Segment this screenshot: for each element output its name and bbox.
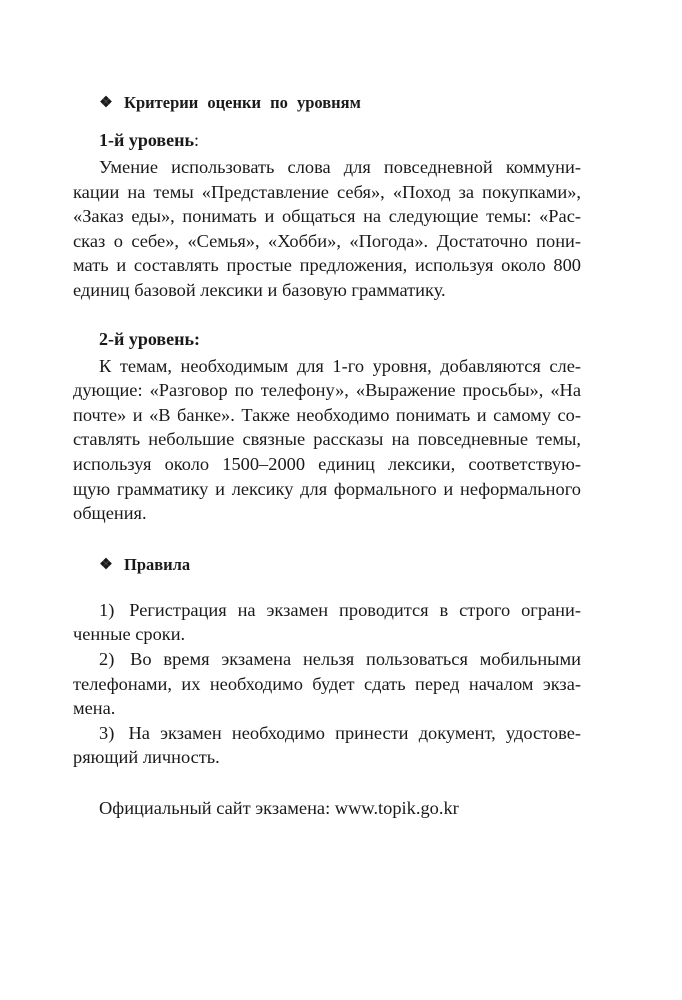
official-site-text: Официальный сайт экзамена: www.topik.go.kr xyxy=(99,797,459,818)
rule-item xyxy=(73,647,582,721)
section-heading-criteria xyxy=(99,92,581,114)
rule-line: ченные сроки. xyxy=(73,624,186,645)
text-line: общения. xyxy=(73,503,147,524)
level-1-title-colon: : xyxy=(194,130,200,150)
rule-text: Регистрация на экзамен проводится в строго ограни- xyxy=(129,599,581,620)
rule-text: Во время экзамена нельзя пользоваться мобильными xyxy=(130,648,582,669)
text-line: ставлять небольшие связные рассказы на повседневные темы, xyxy=(73,429,581,450)
rules-list xyxy=(73,598,582,770)
text-line: Умение использовать слова для повседневной коммуни- xyxy=(99,157,581,177)
text-line: К темам, необходимым для 1-го уровня, добавляются сле- xyxy=(99,355,581,376)
diamond-bullet-icon: ❖ xyxy=(99,95,113,111)
rule-number: 1) xyxy=(99,599,115,620)
rule-line xyxy=(99,647,581,672)
text-line: сказ о себе», «Семья», «Хобби», «Погода». Достаточно пони- xyxy=(73,230,581,251)
rule-line: мена. xyxy=(73,698,116,719)
text-line: щую грамматику и лексику для формального и неформального xyxy=(73,478,581,499)
rule-number: 2) xyxy=(99,648,115,669)
rule-number: 3) xyxy=(99,722,115,743)
text-line: почте» и «В банке». Также необходимо понимать и самому со- xyxy=(73,404,581,425)
rule-line xyxy=(99,721,581,746)
rule-item xyxy=(73,721,581,770)
rule-line: ряющий личность. xyxy=(73,747,220,768)
level-1-title-text: 1-й уровень xyxy=(99,130,195,150)
text-line: мать и составлять простые предложения, используя около 800 xyxy=(73,255,581,276)
level-1-title xyxy=(99,128,581,152)
page-content xyxy=(73,92,582,820)
section-heading-text: Правила xyxy=(124,554,191,574)
text-line: «Заказ еды», понимать и общаться на следующие темы: «Рас- xyxy=(73,206,581,227)
diamond-bullet-icon: ❖ xyxy=(99,556,113,573)
text-line: дующие: «Разговор по телефону», «Выражение просьбы», «На xyxy=(73,380,581,401)
level-1-description xyxy=(73,155,581,303)
rule-text: На экзамен необходимо принести документ, удостове- xyxy=(128,722,581,743)
level-2-description xyxy=(73,354,581,526)
section-heading-text: Критерии оценки по уровням xyxy=(124,93,361,112)
level-2-title: 2-й уровень: xyxy=(99,328,201,349)
rule-line xyxy=(99,598,581,623)
rule-item xyxy=(73,598,581,647)
rule-line: телефонами, их необходимо будет сдать перед началом экза- xyxy=(73,673,581,694)
section-heading-rules xyxy=(99,554,581,576)
text-line: используя около 1500–2000 единиц лексики, соответствую- xyxy=(73,453,581,474)
text-line: единиц базовой лексики и базовую грамматику. xyxy=(73,279,446,300)
text-line: кации на темы «Представление себя», «Поход за покупками», xyxy=(73,181,581,202)
